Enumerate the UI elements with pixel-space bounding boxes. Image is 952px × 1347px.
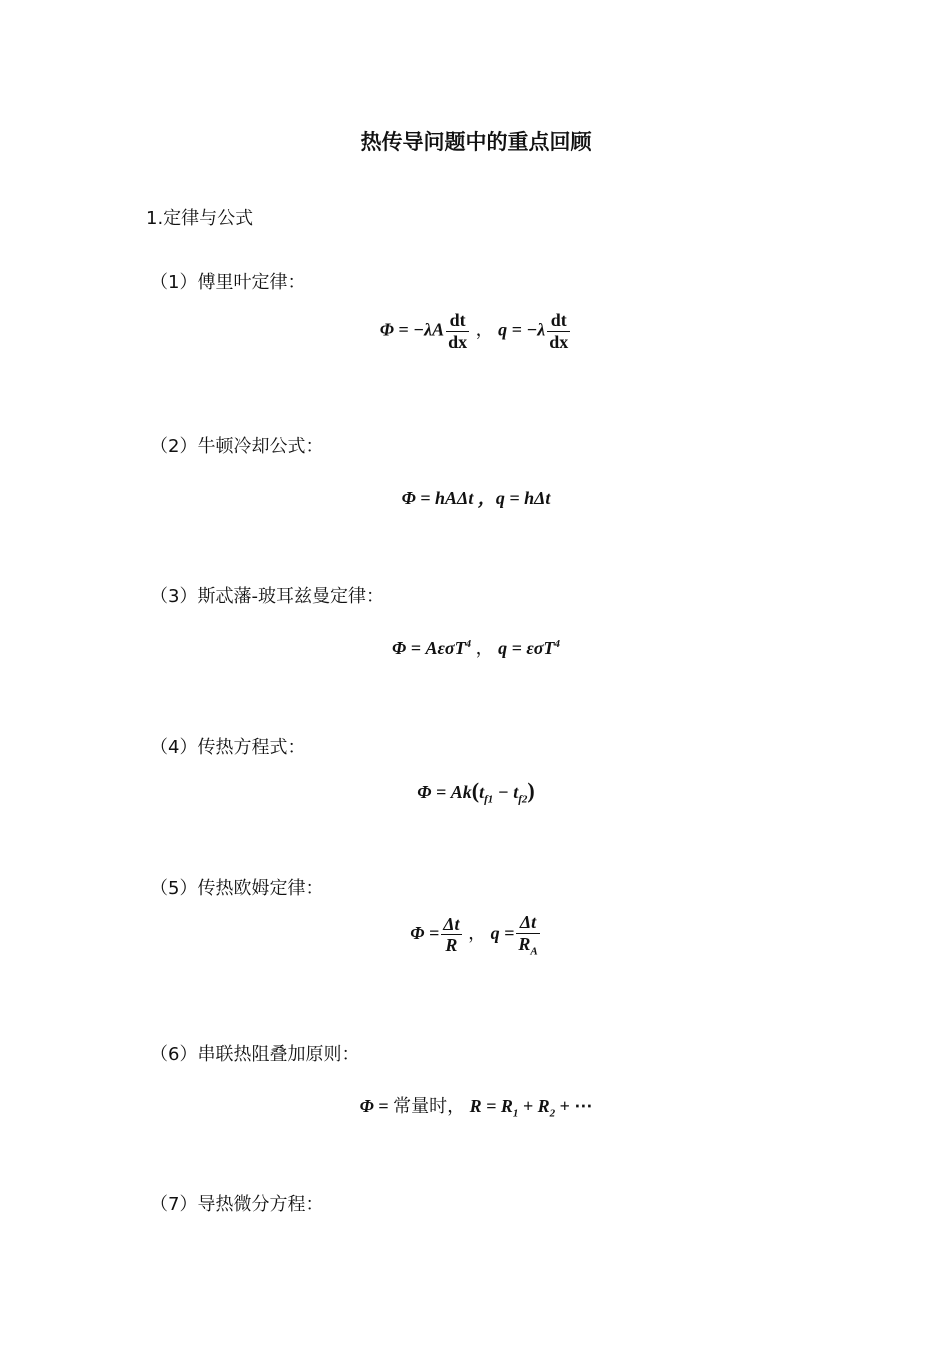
eq-var: t bbox=[479, 782, 485, 802]
eq-cjk-text: 常量时 bbox=[393, 1096, 448, 1117]
eq-var: R bbox=[518, 933, 531, 954]
eq-text: q = bbox=[490, 923, 515, 944]
eq-text: R = R bbox=[469, 1096, 513, 1116]
subscript: f2 bbox=[518, 793, 528, 806]
section-heading: 1.定律与公式 bbox=[146, 208, 254, 229]
equation-fourier bbox=[0, 310, 952, 352]
exponent: 4 bbox=[465, 638, 472, 650]
item-series-resistance: （6）串联热阻叠加原则： bbox=[150, 1044, 360, 1065]
equation-stefan-boltzmann bbox=[0, 634, 952, 660]
equation-thermal-ohm bbox=[0, 912, 952, 958]
exponent: 4 bbox=[554, 638, 560, 650]
item-heat-conduction-differential-equation: （7）导热微分方程： bbox=[150, 1194, 324, 1215]
page-title: 热传导问题中的重点回顾 bbox=[360, 130, 592, 154]
fraction bbox=[547, 310, 570, 352]
eq-separator: ， bbox=[447, 1096, 466, 1117]
eq-separator: ， bbox=[475, 319, 494, 341]
eq-text: Φ = bbox=[410, 923, 440, 944]
fraction-denominator bbox=[516, 934, 539, 958]
subscript: 2 bbox=[549, 1107, 556, 1120]
eq-separator: ， bbox=[468, 923, 487, 945]
eq-minus: − bbox=[493, 782, 514, 802]
fraction bbox=[446, 310, 469, 352]
eq-var: t bbox=[513, 782, 519, 802]
equation-series-resistance bbox=[0, 1092, 952, 1120]
eq-equals: = bbox=[373, 1096, 394, 1116]
subscript: A bbox=[530, 945, 538, 958]
item-heat-transfer-equation: （4）传热方程式： bbox=[150, 737, 306, 758]
paren-open: ( bbox=[471, 778, 480, 803]
eq-text: Φ = −λA bbox=[379, 319, 445, 340]
fraction-denominator: dx bbox=[549, 331, 569, 352]
eq-separator: ， bbox=[475, 638, 494, 659]
subscript: 1 bbox=[512, 1107, 519, 1120]
equation-heat-transfer bbox=[0, 778, 952, 806]
eq-text: Φ = AεσT bbox=[392, 638, 466, 658]
fraction-numerator: dt bbox=[446, 310, 469, 332]
item-stefan-boltzmann: （3）斯忒藩-玻耳兹曼定律： bbox=[150, 586, 384, 607]
equation-newton: Φ = hAΔt ，q = hΔt bbox=[401, 488, 551, 508]
fraction-numerator: dt bbox=[547, 310, 570, 332]
fraction bbox=[441, 914, 461, 956]
fraction-numerator: Δt bbox=[516, 912, 539, 934]
eq-text: + R bbox=[518, 1096, 550, 1116]
item-newton-cooling: （2）牛顿冷却公式： bbox=[150, 436, 324, 457]
fraction-denominator: R bbox=[445, 935, 458, 956]
fraction-numerator: Δt bbox=[443, 913, 460, 934]
fraction-denominator: dx bbox=[448, 331, 468, 352]
eq-text: Φ bbox=[359, 1096, 374, 1116]
fraction bbox=[516, 912, 539, 958]
eq-text: q = εσT bbox=[498, 638, 555, 658]
eq-text: + ⋯ bbox=[555, 1096, 593, 1116]
item-thermal-ohm-law: （5）传热欧姆定律： bbox=[150, 878, 324, 899]
subscript: f1 bbox=[484, 793, 494, 806]
item-fourier-law: （1）傅里叶定律： bbox=[150, 272, 306, 293]
eq-text: Φ = Ak bbox=[417, 782, 472, 802]
eq-text: q = −λ bbox=[498, 319, 546, 340]
paren-close: ) bbox=[527, 778, 535, 803]
